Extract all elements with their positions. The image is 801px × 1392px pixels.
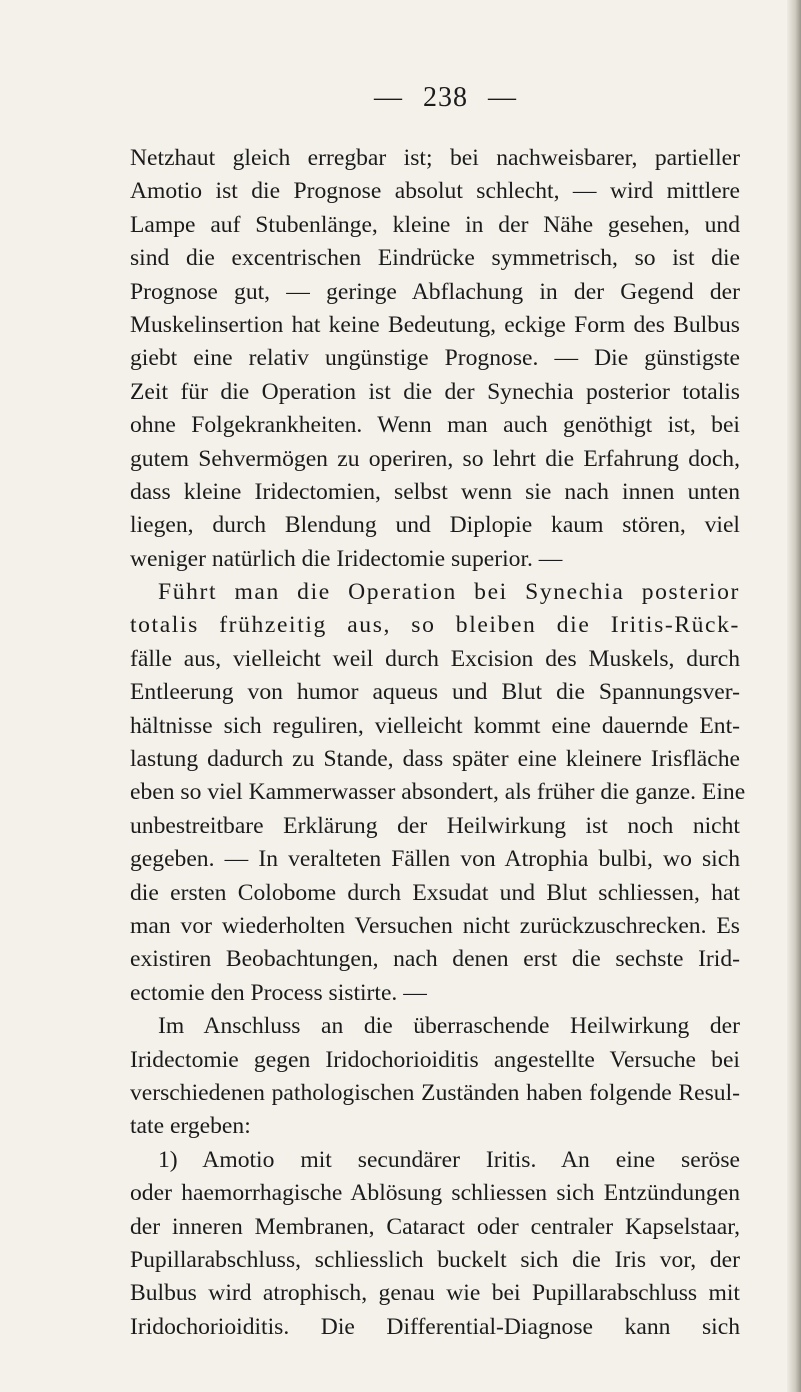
text-line: Iridochorioiditis. Die Differential-Diagnose kann sich: [130, 1313, 740, 1340]
text-line: die ersten Colobome durch Exsudat und Blut schliessen, hat: [130, 879, 740, 906]
text-line: fälle aus, vielleicht weil durch Excision des Muskels, durch: [130, 645, 740, 672]
text-line: hältnisse sich reguliren, vielleicht kommt eine dauernde Ent-: [130, 712, 740, 739]
text-line: Muskelinsertion hat keine Bedeutung, eckige Form des Bulbus: [130, 311, 740, 338]
text-line: Lampe auf Stubenlänge, kleine in der Nähe gesehen, und: [130, 211, 740, 238]
text-line: unbestreitbare Erklärung der Heilwirkung ist noch nicht: [130, 812, 740, 839]
text-line: ectomie den Process sistirte. —: [130, 979, 427, 1006]
text-line: lastung dadurch zu Stande, dass später eine kleinere Irisfläche: [130, 746, 740, 773]
text-line: 1) Amotio mit secundärer Iritis. An eine seröse: [158, 1146, 740, 1173]
text-line: tate ergeben:: [130, 1113, 251, 1140]
page-number: 238: [423, 82, 468, 113]
text-line: Führt man die Operation bei Synechia posterior: [158, 579, 740, 606]
text-line: weniger natürlich die Iridectomie superior. —: [130, 545, 563, 572]
text-line: gegeben. — In veralteten Fällen von Atrophia bulbi, wo sich: [130, 846, 740, 873]
page-header: [45, 82, 801, 114]
text-line: Pupillarabschluss, schliesslich buckelt sich die Iris vor, der: [130, 1246, 740, 1273]
text-line: existiren Beobachtungen, nach denen erst die sechste Irid-: [130, 946, 740, 973]
text-line: sind die excentrischen Eindrücke symmetrisch, so ist die: [130, 245, 740, 272]
text-line: ohne Folgekrankheiten. Wenn man auch genöthigt ist, bei: [130, 412, 740, 439]
text-line: Iridectomie gegen Iridochorioiditis angestellte Versuche bei: [130, 1046, 740, 1073]
text-line: Amotio ist die Prognose absolut schlecht, — wird mittlere: [130, 178, 740, 205]
header-dash-left: —: [374, 82, 403, 113]
text-line: der inneren Membranen, Cataract oder centraler Kapselstaar,: [130, 1213, 740, 1240]
text-line: verschiedenen pathologischen Zuständen haben folgende Resul-: [130, 1079, 740, 1106]
text-line: Zeit für die Operation ist die der Synechia posterior totalis: [130, 378, 740, 405]
body-text: [130, 142, 746, 1344]
text-line: Prognose gut, — geringe Abflachung in der Gegend der: [130, 278, 740, 305]
text-line: Im Anschluss an die überraschende Heilwirkung der: [158, 1013, 740, 1040]
text-line: eben so viel Kammerwasser absondert, als früher die ganze. Eine: [130, 779, 746, 806]
text-line: totalis frühzeitig aus, so bleiben die Iritis-Rück-: [130, 612, 740, 639]
text-line: Entleerung von humor aqueus und Blut die Spannungsver-: [130, 679, 740, 706]
text-line: oder haemorrhagische Ablösung schliessen sich Entzündungen: [130, 1180, 740, 1207]
text-line: giebt eine relativ ungünstige Prognose. — Die günstigste: [130, 345, 740, 372]
text-line: Bulbus wird atrophisch, genau wie bei Pupillarabschluss mit: [130, 1280, 740, 1307]
text-line: Netzhaut gleich erregbar ist; bei nachweisbarer, partieller: [130, 145, 740, 171]
page-edge-shadow: [787, 0, 801, 1392]
text-line: liegen, durch Blendung und Diplopie kaum stören, viel: [130, 512, 740, 539]
text-line: gutem Sehvermögen zu operiren, so lehrt die Erfahrung doch,: [130, 445, 740, 472]
header-dash-right: —: [488, 82, 517, 113]
text-line: dass kleine Iridectomien, selbst wenn sie nach innen unten: [130, 478, 740, 505]
text-line: man vor wiederholten Versuchen nicht zurückzuschrecken. Es: [130, 912, 740, 939]
